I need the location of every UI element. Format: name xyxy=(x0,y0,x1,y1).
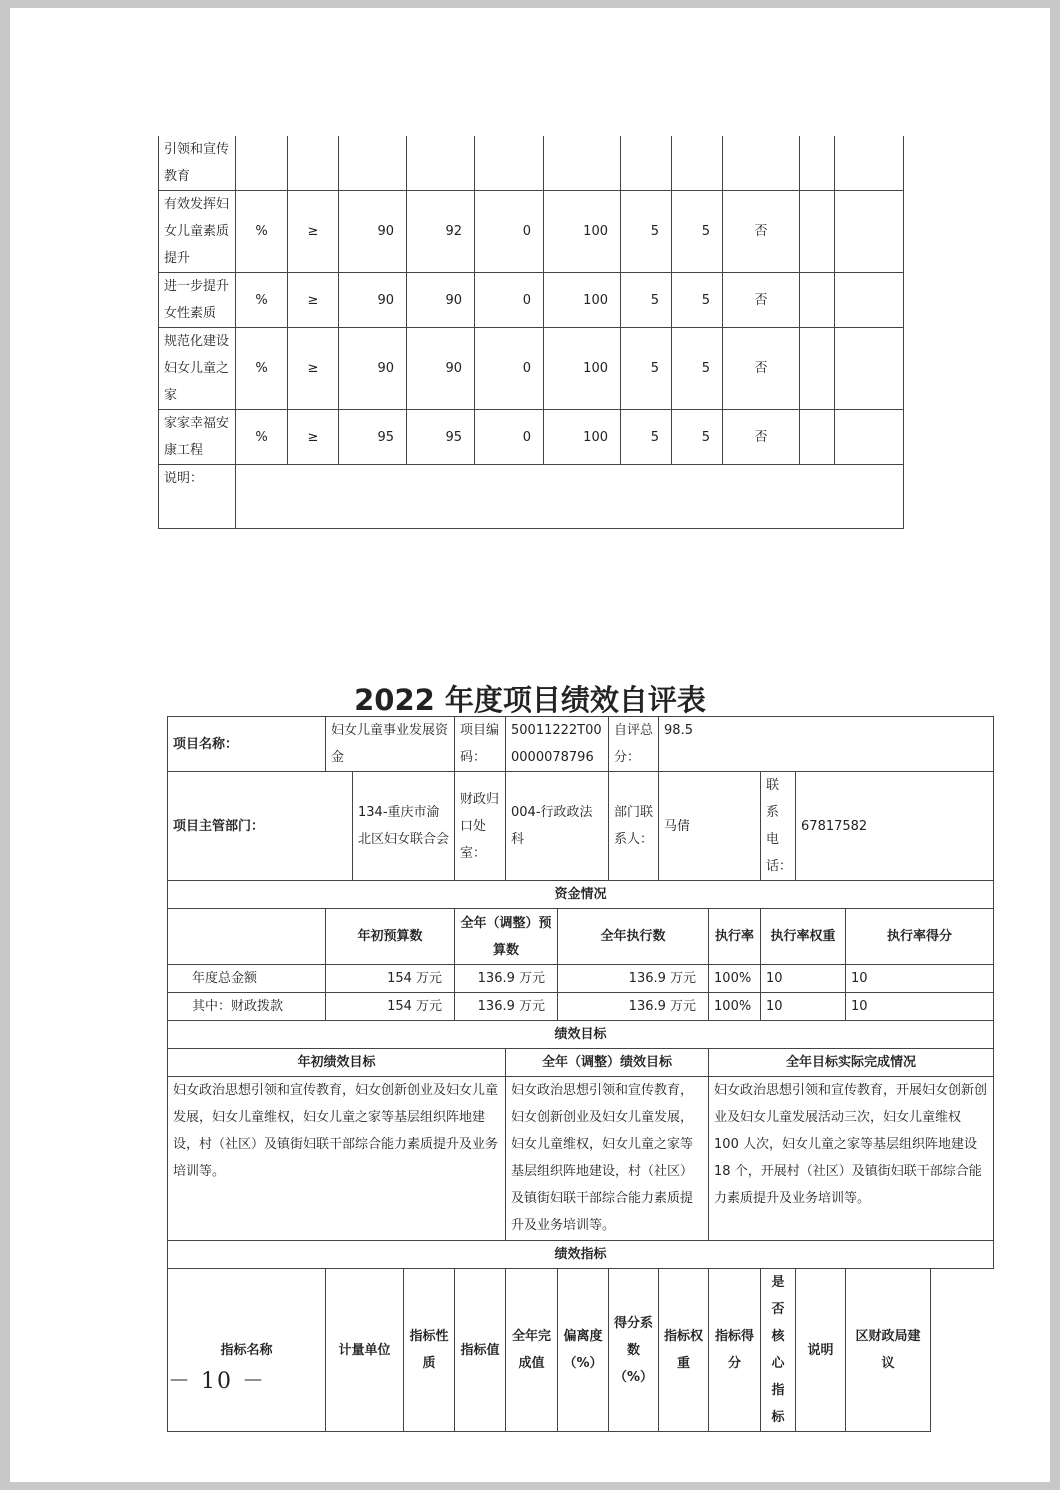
cell-weight xyxy=(621,136,672,191)
cell-name: 家家幸福安康工程 xyxy=(159,410,236,465)
indicator-header-unit: 计量单位 xyxy=(326,1269,404,1432)
goal-adjusted-text: 妇女政治思想引领和宣传教育，妇女创新创业及妇女儿童发展，妇女儿童维权，妇女儿童之家等基层组织阵地建设，村（社区）及镇街妇联干部综合能力素质提升及业务培训等。 xyxy=(506,1077,709,1241)
cell-weight: 5 xyxy=(621,410,672,465)
funds-rate: 100% xyxy=(709,965,761,993)
cell-note xyxy=(800,191,835,273)
cell-target xyxy=(339,136,407,191)
funds-header-weight: 执行率权重 xyxy=(761,909,846,965)
indicator-header-note: 说明 xyxy=(796,1269,846,1432)
funds-budget: 154 万元 xyxy=(326,965,455,993)
cell-coef: 100 xyxy=(544,410,621,465)
cell-op: ≥ xyxy=(288,191,339,273)
phone-label: 联系电话： xyxy=(761,772,796,881)
indicator-header-weight: 指标权重 xyxy=(659,1269,709,1432)
cell-score: 5 xyxy=(672,191,723,273)
cell-actual xyxy=(407,136,475,191)
dept-label: 项目主管部门： xyxy=(168,772,353,881)
finance-office-label: 财政归口处室： xyxy=(455,772,506,881)
table-row xyxy=(159,273,904,328)
cell-unit: % xyxy=(236,273,288,328)
cell-note xyxy=(800,410,835,465)
goals-section-header: 绩效目标 xyxy=(168,1021,994,1049)
cell-note xyxy=(800,328,835,410)
funds-header-score: 执行率得分 xyxy=(846,909,994,965)
note-label: 说明： xyxy=(159,465,236,529)
cell-unit: % xyxy=(236,410,288,465)
funds-header-empty xyxy=(168,909,326,965)
cell-dev xyxy=(475,136,544,191)
page-number: － 10 － xyxy=(168,1369,266,1394)
indicator-header-score: 指标得分 xyxy=(709,1269,761,1432)
funds-row-label: 其中：财政拨款 xyxy=(168,993,326,1021)
cell-coef: 100 xyxy=(544,273,621,328)
cell-name: 规范化建设妇女儿童之家 xyxy=(159,328,236,410)
cell-target: 95 xyxy=(339,410,407,465)
goals-header-initial: 年初绩效目标 xyxy=(168,1049,506,1077)
cell-weight: 5 xyxy=(621,273,672,328)
cell-score: 5 xyxy=(672,410,723,465)
funds-adjusted: 136.9 万元 xyxy=(455,965,558,993)
cell-name: 进一步提升女性素质 xyxy=(159,273,236,328)
indicator-header-coef: 得分系数（%） xyxy=(609,1269,659,1432)
funds-header-adjusted: 全年（调整）预算数 xyxy=(455,909,558,965)
table-row xyxy=(159,136,904,191)
funds-executed: 136.9 万元 xyxy=(558,993,709,1021)
cell-core: 否 xyxy=(723,410,800,465)
goals-header-actual: 全年目标实际完成情况 xyxy=(709,1049,994,1077)
cell-dev: 0 xyxy=(475,273,544,328)
cell-advice xyxy=(835,136,904,191)
cell-note xyxy=(800,136,835,191)
goal-initial-text: 妇女政治思想引领和宣传教育，妇女创新创业及妇女儿童发展，妇女儿童维权，妇女儿童之家等基层组织阵地建设，村（社区）及镇街妇联干部综合能力素质提升及业务培训等。 xyxy=(168,1077,506,1241)
funds-header-rate: 执行率 xyxy=(709,909,761,965)
funds-score: 10 xyxy=(846,993,994,1021)
cell-actual: 95 xyxy=(407,410,475,465)
document-page xyxy=(10,8,1050,1482)
indicator-header-nature: 指标性质 xyxy=(404,1269,455,1432)
cell-target: 90 xyxy=(339,273,407,328)
cell-unit: % xyxy=(236,191,288,273)
cell-dev: 0 xyxy=(475,410,544,465)
funds-weight: 10 xyxy=(761,993,846,1021)
cell-coef xyxy=(544,136,621,191)
funds-adjusted: 136.9 万元 xyxy=(455,993,558,1021)
finance-office-value: 004-行政政法科 xyxy=(506,772,609,881)
cell-weight: 5 xyxy=(621,328,672,410)
cell-coef: 100 xyxy=(544,191,621,273)
cell-target: 90 xyxy=(339,328,407,410)
cell-weight: 5 xyxy=(621,191,672,273)
phone-value: 67817582 xyxy=(796,772,994,881)
cell-op: ≥ xyxy=(288,328,339,410)
cell-core: 否 xyxy=(723,273,800,328)
cell-core xyxy=(723,136,800,191)
cell-target: 90 xyxy=(339,191,407,273)
page-title: 2022 年度项目绩效自评表 xyxy=(354,683,706,717)
cell-dev: 0 xyxy=(475,191,544,273)
indicator-header-name: 指标名称 xyxy=(168,1269,326,1432)
funds-section-header: 资金情况 xyxy=(168,881,994,909)
indicator-header-value: 指标值 xyxy=(455,1269,506,1432)
indicator-table-continued xyxy=(158,136,904,529)
funds-row-label: 年度总金额 xyxy=(168,965,326,993)
cell-unit xyxy=(236,136,288,191)
cell-core: 否 xyxy=(723,328,800,410)
dept-value: 134-重庆市渝北区妇女联合会 xyxy=(353,772,455,881)
cell-core: 否 xyxy=(723,191,800,273)
funds-header-executed: 全年执行数 xyxy=(558,909,709,965)
cell-coef: 100 xyxy=(544,328,621,410)
table-row xyxy=(159,328,904,410)
contact-value: 马倩 xyxy=(659,772,761,881)
indicator-header-completed: 全年完成值 xyxy=(506,1269,558,1432)
project-code-value: 50011222T000000078796 xyxy=(506,717,609,772)
project-name-value: 妇女儿童事业发展资金 xyxy=(326,717,455,772)
cell-score: 5 xyxy=(672,273,723,328)
cell-unit: % xyxy=(236,328,288,410)
project-code-label: 项目编码： xyxy=(455,717,506,772)
goals-header-adjusted: 全年（调整）绩效目标 xyxy=(506,1049,709,1077)
indicator-header-core: 是否核心指标 xyxy=(761,1269,796,1432)
project-name-label: 项目名称： xyxy=(168,717,326,772)
cell-advice xyxy=(835,191,904,273)
note-row xyxy=(159,465,904,529)
note-value xyxy=(236,465,904,529)
self-score-label: 自评总分： xyxy=(609,717,659,772)
funds-rate: 100% xyxy=(709,993,761,1021)
cell-op: ≥ xyxy=(288,410,339,465)
indicator-header-advice: 区财政局建议 xyxy=(846,1269,931,1432)
contact-label: 部门联系人： xyxy=(609,772,659,881)
cell-actual: 90 xyxy=(407,328,475,410)
funds-header-budget: 年初预算数 xyxy=(326,909,455,965)
funds-executed: 136.9 万元 xyxy=(558,965,709,993)
cell-note xyxy=(800,273,835,328)
cell-op: ≥ xyxy=(288,273,339,328)
cell-name: 引领和宣传教育 xyxy=(159,136,236,191)
funds-budget: 154 万元 xyxy=(326,993,455,1021)
cell-advice xyxy=(835,273,904,328)
cell-actual: 92 xyxy=(407,191,475,273)
cell-score xyxy=(672,136,723,191)
cell-score: 5 xyxy=(672,328,723,410)
self-score-value: 98.5 xyxy=(659,717,994,772)
goal-actual-text: 妇女政治思想引领和宣传教育，开展妇女创新创业及妇女儿童发展活动三次，妇女儿童维权 100 人次，妇女儿童之家等基层组织阵地建设 18 个，开展村（社区）及镇街妇联干部综合能力素质提升及业务培训等。 xyxy=(709,1077,994,1241)
cell-advice xyxy=(835,328,904,410)
indicator-header-deviation: 偏离度（%） xyxy=(558,1269,609,1432)
cell-name: 有效发挥妇女儿童素质提升 xyxy=(159,191,236,273)
funds-score: 10 xyxy=(846,965,994,993)
indicators-section-header: 绩效指标 xyxy=(168,1241,994,1269)
cell-actual: 90 xyxy=(407,273,475,328)
funds-weight: 10 xyxy=(761,965,846,993)
table-row xyxy=(159,191,904,273)
cell-dev: 0 xyxy=(475,328,544,410)
table-row xyxy=(159,410,904,465)
cell-advice xyxy=(835,410,904,465)
self-evaluation-table xyxy=(167,716,994,1432)
cell-op xyxy=(288,136,339,191)
